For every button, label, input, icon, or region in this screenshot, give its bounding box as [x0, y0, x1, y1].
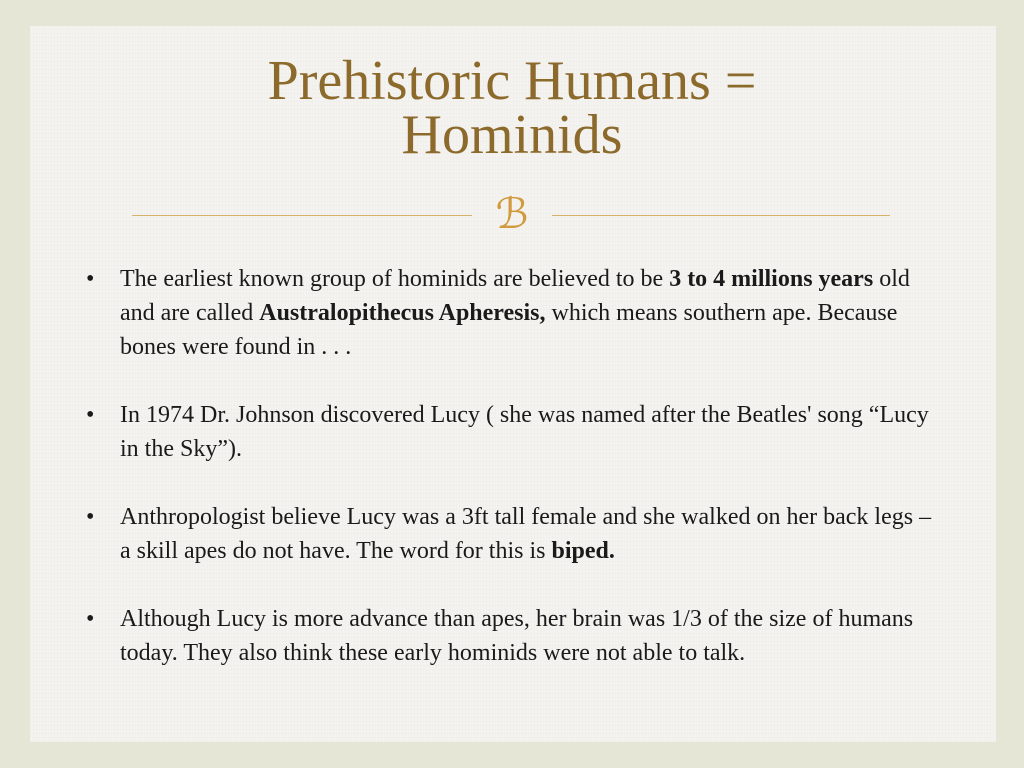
bullet-text-bold: biped. — [551, 538, 615, 564]
bullet-text: The earliest known group of hominids are believed to be — [120, 266, 670, 292]
bullet-text: In 1974 Dr. Johnson discovered Lucy ( she was named after the Beatles' song “Lucy in the Sky”). — [120, 402, 929, 462]
bullet-item — [82, 602, 942, 670]
bullet-dot-icon: • — [86, 504, 95, 530]
bullet-item — [82, 398, 942, 466]
title-line-1: Prehistoric Humans = — [267, 50, 757, 112]
bullet-text-bold: 3 to 4 millions years — [669, 266, 874, 292]
slide-title — [0, 50, 1024, 166]
bullet-text: Although Lucy is more advance than apes, her brain was 1/3 of the size of humans today. They also think these early hominids were not able to talk. — [120, 606, 914, 666]
bullet-list — [82, 262, 942, 704]
bullet-dot-icon: • — [86, 402, 95, 428]
title-divider-right — [552, 215, 890, 216]
title-divider-left — [132, 215, 472, 216]
bullet-text: which means southern ape. Because bones were found in . . . — [120, 300, 898, 360]
bullet-text-bold: Australopithecus Apheresis, — [259, 300, 546, 326]
bullet-dot-icon: • — [86, 266, 95, 292]
flourish-ornament-icon: ℬ — [495, 189, 529, 238]
bullet-text: Anthropologist believe Lucy was a 3ft tall female and she walked on her back legs – a skill apes do not have. The word for this is — [120, 504, 932, 564]
bullet-text: old and are called — [120, 266, 910, 326]
bullet-item — [82, 500, 942, 568]
title-line-2: Hominids — [401, 104, 623, 166]
bullet-dot-icon: • — [86, 606, 95, 632]
bullet-item — [82, 262, 942, 364]
